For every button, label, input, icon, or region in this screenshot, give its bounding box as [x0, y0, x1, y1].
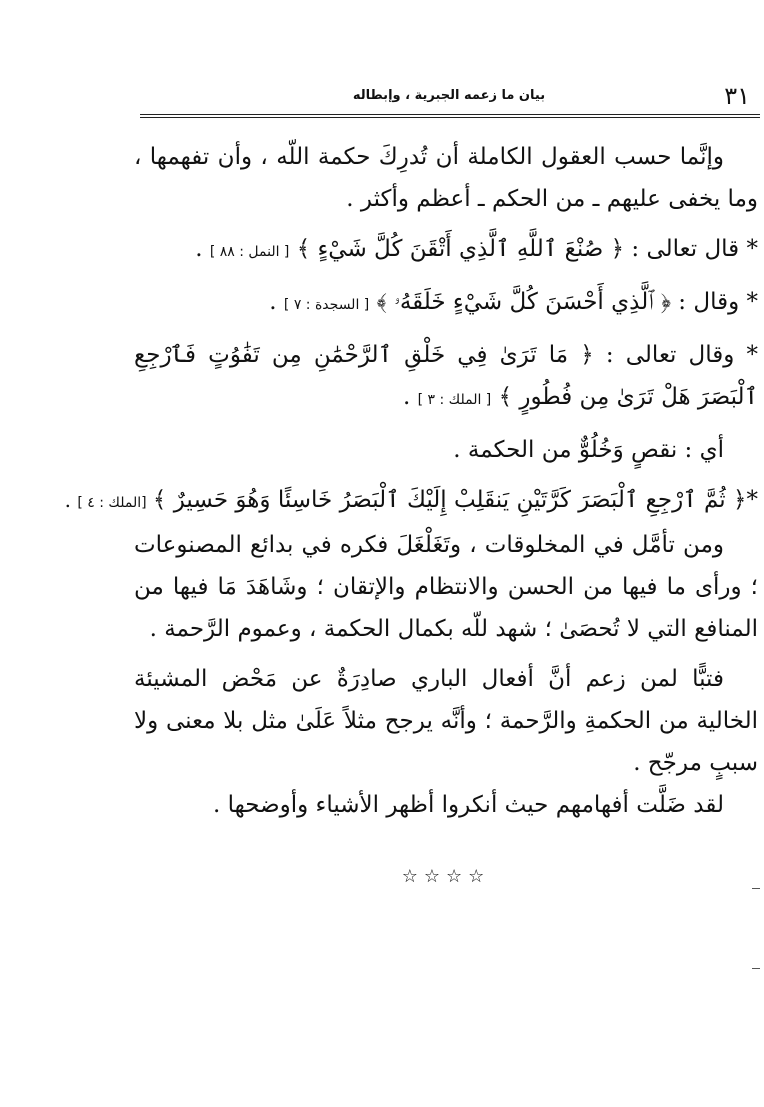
verse-end: .	[64, 488, 71, 512]
verse-intro: * قال تعالى :	[631, 236, 758, 262]
verse-line-mulk-4	[64, 479, 758, 524]
paragraph-wisdom: وإنَّما حسب العقول الكاملة أن تُدرِكَ حكمة اللّه ، وأن تفهمها ، وما يخفى عليهم ـ من الحكم ـ أعظم وأكثر .	[134, 144, 758, 212]
margin-mark	[752, 968, 760, 969]
verse-reference: [ الملك : ٣ ]	[417, 392, 492, 408]
quran-verse: ﴿ مَا تَرَىٰ فِي خَلْقِ ٱلرَّحْمَٰنِ مِن تَفَٰوُتٍ فَٱرْجِعِ ٱلْبَصَرَ هَلْ تَرَىٰ مِن فُطُورٍ ﴾	[134, 342, 758, 410]
page-body	[64, 136, 759, 826]
verse-reference: [الملك : ٤ ]	[77, 495, 147, 511]
verse-line-sajdah	[134, 281, 758, 326]
gloss-line: أي : نقصٍ وَخُلُوٌّ من الحكمة .	[453, 437, 724, 463]
quran-verse: ﴿ صُنْعَ ٱللَّهِ ٱلَّذِي أَتْقَنَ كُلَّ شَيْءٍ ﴾	[296, 236, 625, 262]
verse-end: .	[269, 289, 277, 315]
page-header	[140, 82, 758, 112]
star-ornament: ☆☆☆☆	[401, 866, 491, 887]
verse-end: .	[195, 236, 203, 262]
margin-mark	[752, 888, 760, 889]
paragraph-conclusion: لقد ضَلَّت أفهامهم حيث أنكروا أظهر الأشياء وأوضحها .	[212, 792, 724, 818]
verse-intro: * وقال :	[678, 289, 758, 315]
paragraph-gap	[134, 650, 758, 658]
paragraph-refutation: فتبًّا لمن زعم أنَّ أفعال الباري صادِرَةٌ عن مَحْض المشيئة الخالية من الحكمةِ والرَّحمة ؛ وأنَّه يرجح مثلاً عَلَىٰ مثل بلا معنى ولا سببٍ مرجّح .	[134, 666, 758, 776]
verse-line-naml	[134, 228, 758, 273]
verse-reference: [ السجدة : ٧ ]	[283, 297, 370, 313]
header-rule	[140, 114, 760, 118]
paragraph-contemplation: ومن تأمَّل في المخلوقات ، وتَغَلْغَلَ فكره في بدائع المصنوعات ؛ ورأى ما فيها من الحسن والانتظام والإتقان ؛ وشَاهَدَ مَا فيها من المنافع التي لا تُحصَىٰ ؛ شهد للّه بكمال الحكمة ، وعموم الرَّحمة .	[134, 532, 758, 642]
quran-verse: *﴿ ثُمَّ ٱرْجِعِ ٱلْبَصَرَ كَرَّتَيْنِ يَنقَلِبْ إِلَيْكَ ٱلْبَصَرُ خَاسِئًا وَهُوَ حَسِيرٌ ﴾	[152, 487, 758, 513]
quran-verse: ﴿ ٱلَّذِي أَحْسَنَ كُلَّ شَيْءٍ خَلَقَهُۥ ﴾	[376, 289, 671, 315]
verse-line-mulk-3	[134, 334, 758, 421]
running-title: بيان ما زعمه الجبرية ، وإبطاله	[352, 88, 546, 103]
verse-end: .	[402, 384, 411, 410]
verse-intro: * وقال تعالى :	[605, 342, 759, 368]
page-number: ٣١	[724, 82, 750, 110]
verse-reference: [ النمل : ٨٨ ]	[209, 244, 290, 260]
